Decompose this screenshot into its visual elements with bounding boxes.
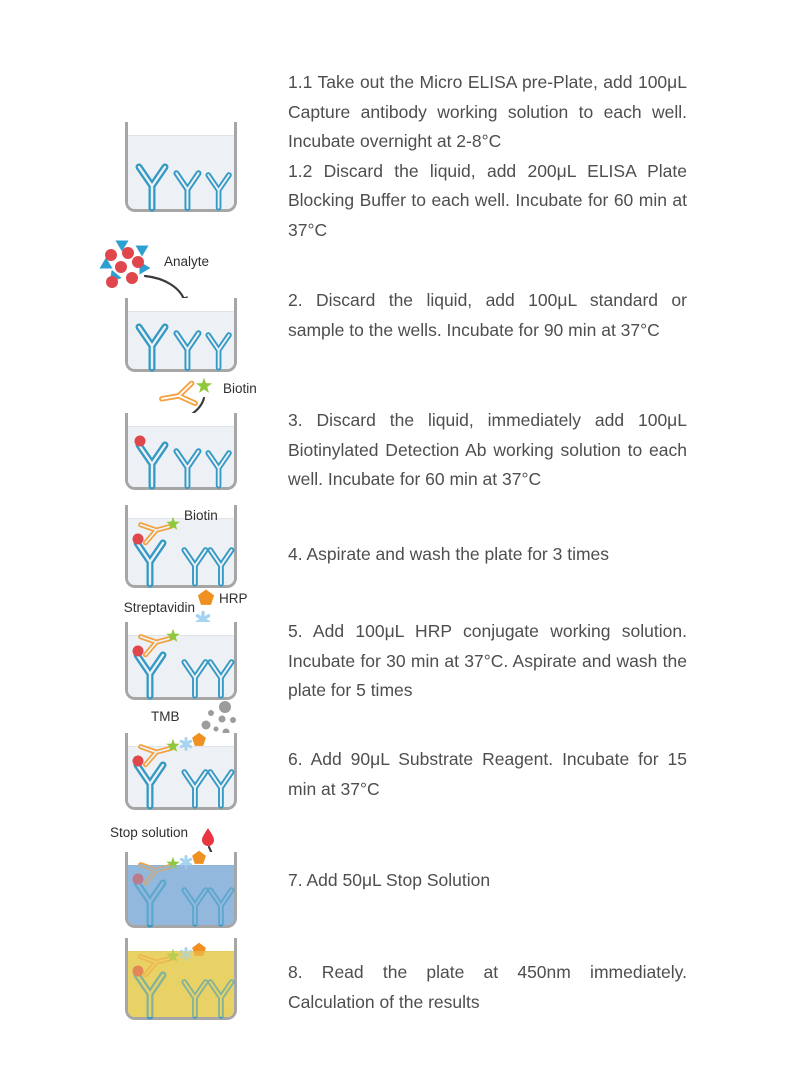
step7-paragraph: 7. Add 50μL Stop Solution [288, 870, 491, 890]
step2-text [288, 286, 687, 345]
step5-well [125, 622, 237, 700]
step1-2-paragraph: 1.2 Discard the liquid, add 200μL ELISA Plate Blocking Buffer to each well. Incubate for 60 min at 37°C [288, 160, 687, 240]
step4-paragraph: 4. Aspirate and wash the plate for 3 times [288, 544, 610, 564]
capture-antibody-icon [184, 982, 205, 1016]
stop-solution-label: Stop solution [110, 825, 189, 840]
capture-antibody-icon [208, 175, 229, 208]
step7-text [288, 866, 687, 896]
step8-text [288, 958, 687, 1017]
step1-text [288, 68, 687, 245]
step3-text [288, 406, 687, 495]
step1-well [125, 122, 237, 212]
step5-paragraph: 5. Add 100μL HRP conjugate working solution. Incubate for 30 min at 37°C. Aspirate and wash the plate for 5 times [288, 621, 687, 700]
step3-well [125, 413, 237, 490]
step5-text [288, 617, 687, 706]
hrp-pentagon-icon [198, 590, 214, 605]
step6-text [288, 745, 687, 804]
capture-antibody-icon [184, 550, 205, 584]
capture-antibody-icon [139, 167, 165, 208]
biotin-well-label: Biotin [184, 508, 218, 523]
antibody-sandwich-complex-icon [133, 629, 180, 696]
capture-antibody-icon [184, 890, 205, 924]
step6-well [125, 733, 237, 810]
capture-antibody-icon [208, 453, 229, 486]
capture-antibody-icon [210, 772, 231, 806]
step4-well [125, 505, 237, 588]
capture-antibody-icon [139, 445, 165, 486]
capture-antibody-icon [176, 451, 198, 486]
capture-antibody-icon [176, 333, 198, 368]
analyte-label: Analyte [164, 254, 210, 269]
streptavidin-label: Streptavidin [123, 600, 195, 615]
step3-paragraph: 3. Discard the liquid, immediately add 100μL Biotinylated Detection Ab working solution to each well. Incubate for 60 min at 37°C [288, 410, 687, 489]
capture-antibody-icon [210, 982, 231, 1016]
analyte-dot-icon [135, 436, 146, 447]
antibody-sandwich-complex-icon [133, 517, 180, 584]
biotin-star-icon [196, 378, 212, 393]
capture-antibody-icon [210, 662, 231, 696]
hrp-label: HRP [219, 591, 248, 606]
step4-text [288, 540, 687, 570]
step2-well [125, 298, 237, 372]
step1-1-paragraph: 1.1 Take out the Micro ELISA pre-Plate, add 100μL Capture antibody working solution to each well. Incubate overnight at 2-8°C [288, 72, 687, 151]
capture-antibody-icon [210, 550, 231, 584]
step6-paragraph: 6. Add 90μL Substrate Reagent. Incubate for 15 min at 37°C [288, 749, 687, 799]
capture-antibody-icon [210, 890, 231, 924]
capture-antibody-icon [176, 173, 198, 208]
capture-antibody-icon [184, 662, 205, 696]
step8-paragraph: 8. Read the plate at 450nm immediately. Calculation of the results [288, 962, 687, 1012]
step7-well [125, 852, 237, 928]
capture-antibody-icon [139, 327, 165, 368]
tmb-label: TMB [151, 709, 180, 724]
biotin-label: Biotin [223, 381, 257, 396]
capture-antibody-icon [208, 335, 229, 368]
step2-paragraph: 2. Discard the liquid, add 100μL standard or sample to the wells. Incubate for 90 min at 37°C [288, 290, 687, 340]
step8-well [125, 938, 237, 1020]
capture-antibody-icon [184, 772, 205, 806]
